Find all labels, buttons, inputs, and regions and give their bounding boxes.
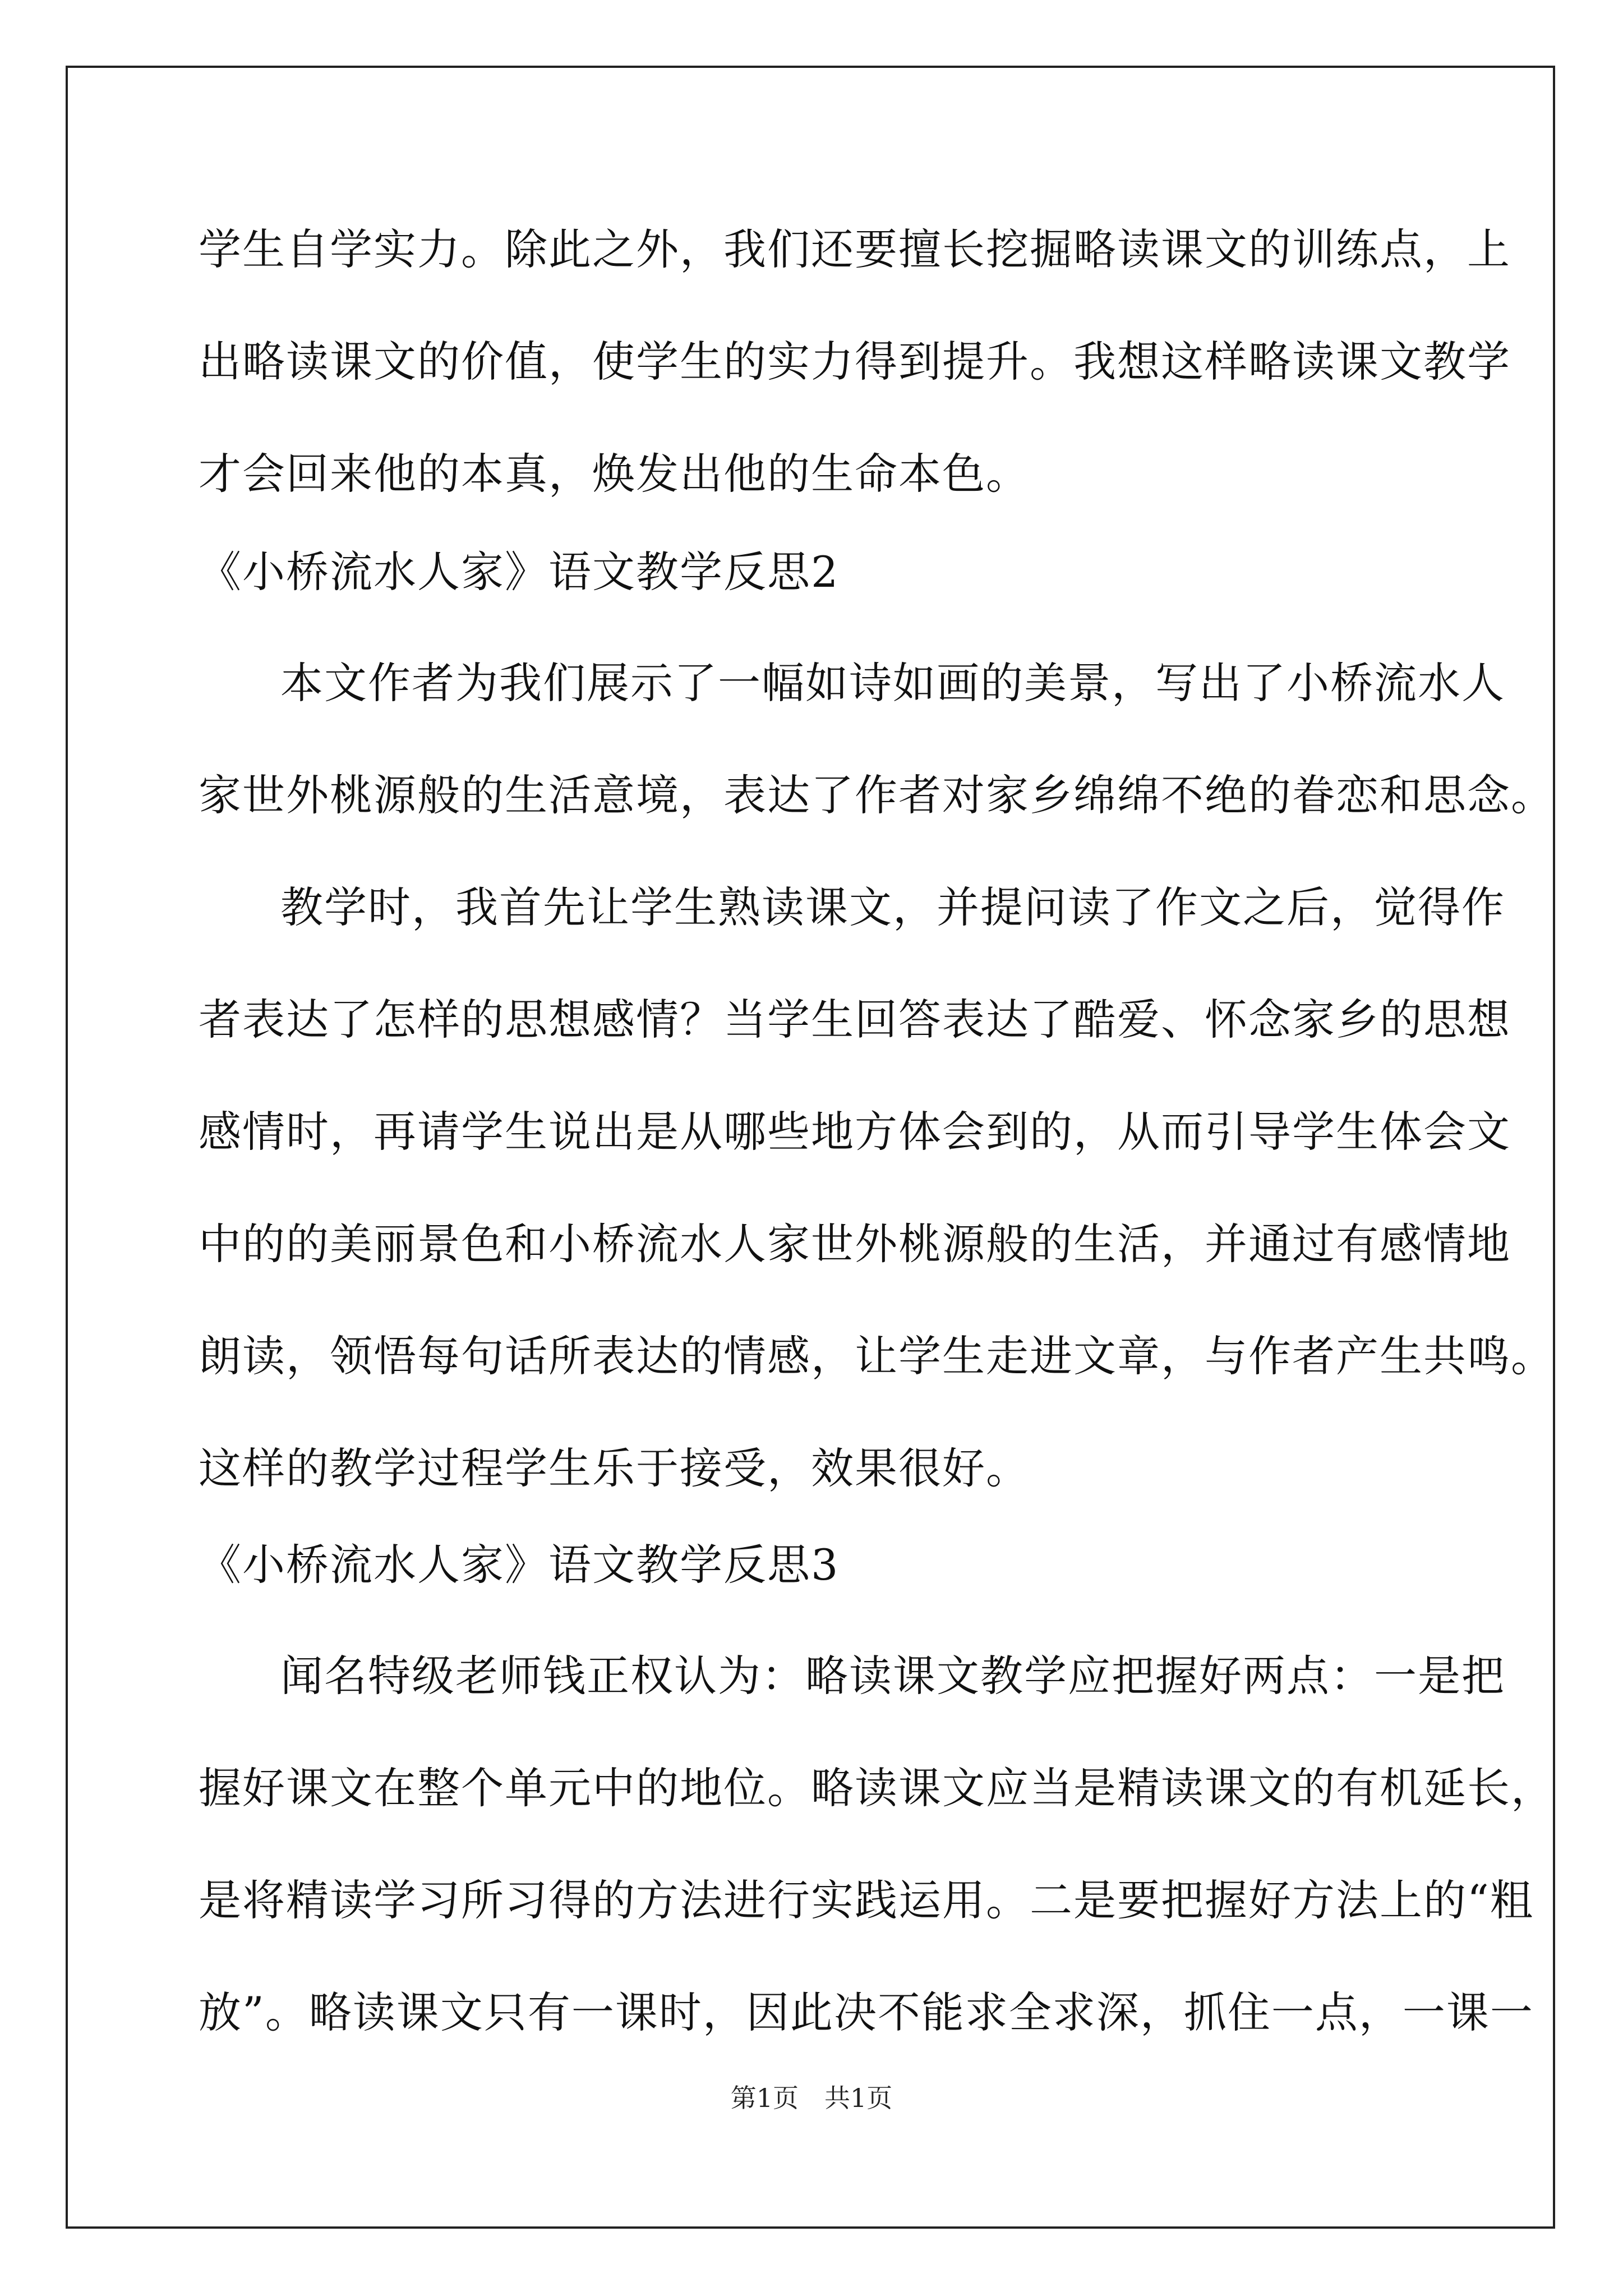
paragraph-line: 握好课文在整个单元中的地位。略读课文应当是精读课文的有机延长， bbox=[199, 1763, 1555, 1813]
paragraph-line: 教学时，我首先让学生熟读课文，并提问读了作文之后，觉得作 bbox=[280, 882, 1505, 932]
section-heading: 《小桥流水人家》语文教学反思2 bbox=[199, 547, 840, 597]
paragraph-line: 感情时，再请学生说出是从哪些地方体会到的，从而引导学生体会文 bbox=[199, 1107, 1511, 1157]
paragraph-line: 朗读，领悟每句话所表达的情感，让学生走进文章，与作者产生共鸣。 bbox=[199, 1331, 1555, 1381]
paragraph-line: 这样的教学过程学生乐于接受，效果很好。 bbox=[199, 1443, 1030, 1493]
paragraph-line: 放”。略读课文只有一课时，因此决不能求全求深，抓住一点，一课一 bbox=[199, 1987, 1534, 2037]
paragraph-line: 者表达了怎样的思想感情？当学生回答表达了酷爱、怀念家乡的思想 bbox=[199, 995, 1511, 1045]
page-number-footer: 第1页 共1页 bbox=[730, 2083, 893, 2113]
paragraph-line: 才会回来他的本真，焕发出他的生命本色。 bbox=[199, 449, 1030, 499]
paragraph-line: 出略读课文的价值，使学生的实力得到提升。我想这样略读课文教学 bbox=[199, 337, 1511, 386]
section-heading: 《小桥流水人家》语文教学反思3 bbox=[199, 1540, 840, 1590]
paragraph-line: 本文作者为我们展示了一幅如诗如画的美景，写出了小桥流水人 bbox=[280, 658, 1505, 708]
paragraph-line: 是将精读学习所习得的方法进行实践运用。二是要把握好方法上的“粗 bbox=[199, 1875, 1534, 1925]
paragraph-line: 学生自学实力。除此之外，我们还要擅长挖掘略读课文的训练点，上 bbox=[199, 224, 1511, 274]
paragraph-line: 闻名特级老师钱正权认为：略读课文教学应把握好两点：一是把 bbox=[280, 1651, 1505, 1701]
paragraph-line: 家世外桃源般的生活意境，表达了作者对家乡绵绵不绝的眷恋和思念。 bbox=[199, 770, 1555, 820]
paragraph-line: 中的的美丽景色和小桥流水人家世外桃源般的生活，并通过有感情地 bbox=[199, 1219, 1511, 1269]
